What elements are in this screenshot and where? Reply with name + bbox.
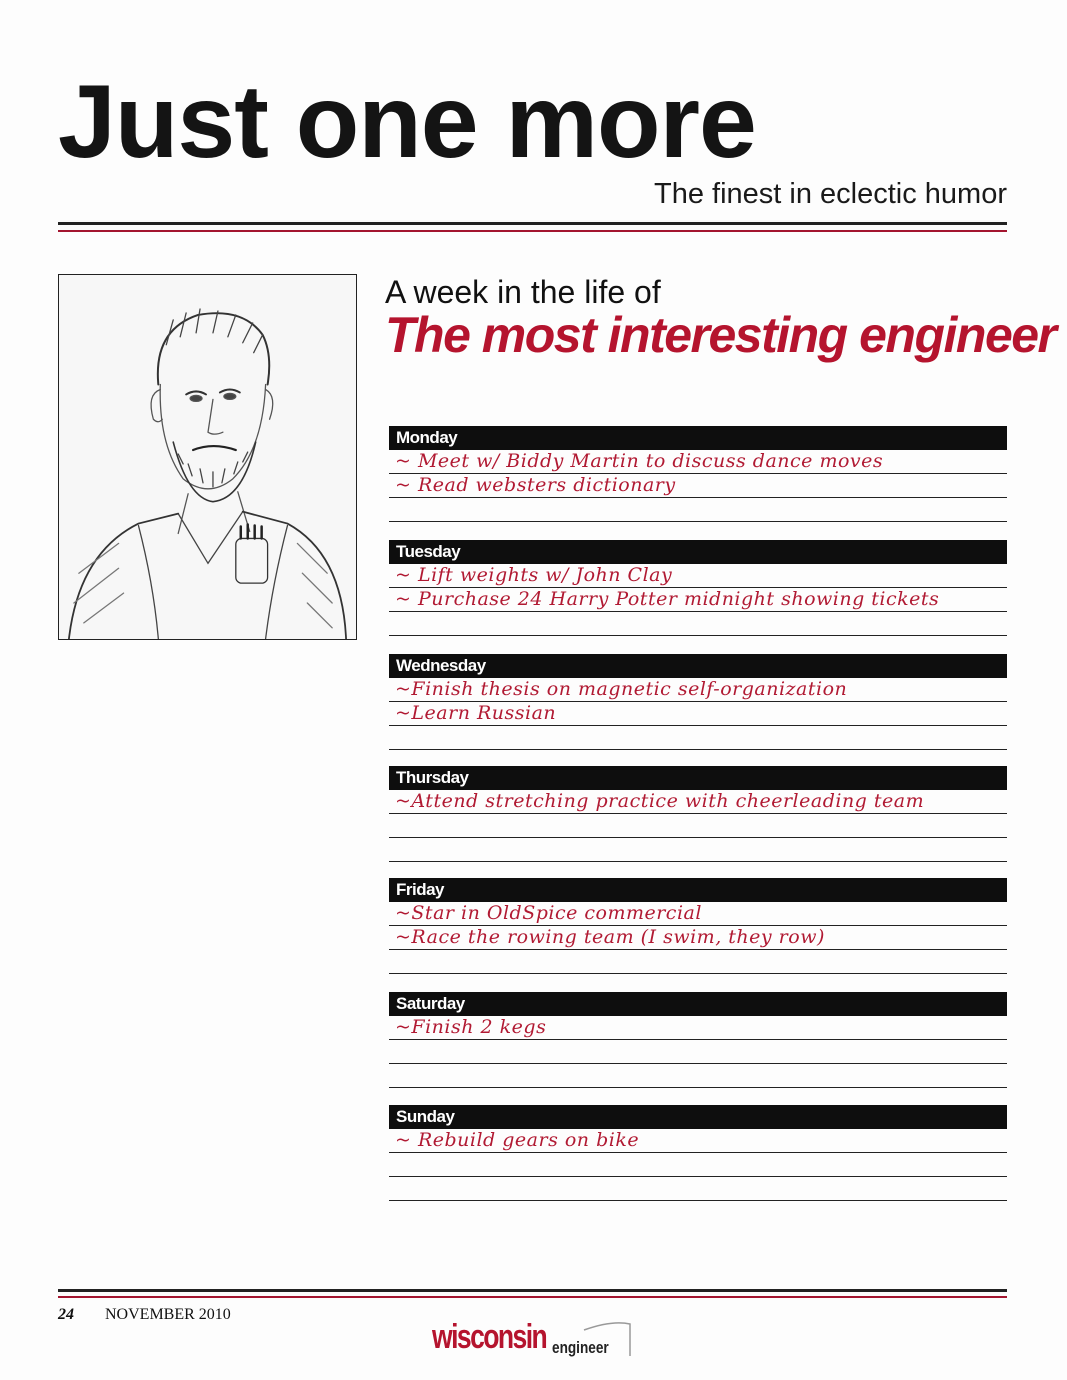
schedule-line [389,564,1007,588]
schedule-line [389,838,1007,862]
schedule-entry: ~Star in OldSpice commercial [395,902,702,924]
day-label: Friday [389,878,1007,902]
schedule-line [389,1129,1007,1153]
page-subtitle: The finest in eclectic humor [654,178,1007,210]
pencil-sketch-portrait-icon [59,275,356,639]
schedule-entry: ~Race the rowing team (I swim, they row) [395,926,825,948]
day-label: Thursday [389,766,1007,790]
schedule-entry: ~Finish 2 kegs [395,1016,547,1038]
issue-date: NOVEMBER 2010 [105,1306,231,1323]
footer-divider-accent [58,1296,1007,1298]
schedule-entry: ~Attend stretching practice with cheerleading team [395,790,925,812]
page-number: 24 [58,1306,74,1323]
day-wednesday [389,654,1007,750]
schedule-line [389,612,1007,636]
page-title: Just one more [58,64,756,180]
schedule-line [389,926,1007,950]
schedule-entry: ~ Meet w/ Biddy Martin to discuss dance moves [395,450,884,472]
day-sunday [389,1105,1007,1201]
day-tuesday [389,540,1007,636]
engineer-portrait [58,274,357,640]
article-kicker: A week in the life of [385,274,661,310]
schedule-line [389,678,1007,702]
schedule-line [389,814,1007,838]
schedule-line [389,950,1007,974]
schedule-line [389,726,1007,750]
schedule-line [389,588,1007,612]
schedule-entry: ~ Purchase 24 Harry Potter midnight showing tickets [395,588,940,610]
schedule-line [389,1064,1007,1088]
day-label: Sunday [389,1105,1007,1129]
schedule-line [389,1016,1007,1040]
article-headline: The most interesting engineer [385,307,1056,363]
day-label: Tuesday [389,540,1007,564]
schedule-entry: ~ Lift weights w/ John Clay [395,564,673,586]
schedule-line [389,702,1007,726]
header-divider-accent [58,230,1007,232]
schedule-line [389,498,1007,522]
schedule-line [389,1177,1007,1201]
schedule-line [389,450,1007,474]
day-label: Saturday [389,992,1007,1016]
schedule-entry: ~ Rebuild gears on bike [395,1129,640,1151]
schedule-line [389,474,1007,498]
magazine-logo [432,1318,609,1357]
schedule-line [389,1040,1007,1064]
schedule-entry: ~Finish thesis on magnetic self-organization [395,678,848,700]
schedule-line [389,1153,1007,1177]
day-thursday [389,766,1007,862]
header-divider [58,222,1007,225]
logo-wordmark: wisconsin [432,1318,547,1356]
schedule-line [389,790,1007,814]
day-friday [389,878,1007,974]
day-saturday [389,992,1007,1088]
schedule-entry: ~Learn Russian [395,702,557,724]
schedule-line [389,902,1007,926]
day-monday [389,426,1007,522]
logo-subtitle: engineer [552,1338,609,1357]
day-label: Monday [389,426,1007,450]
schedule-entry: ~ Read websters dictionary [395,474,676,496]
day-label: Wednesday [389,654,1007,678]
footer-divider [58,1289,1007,1292]
